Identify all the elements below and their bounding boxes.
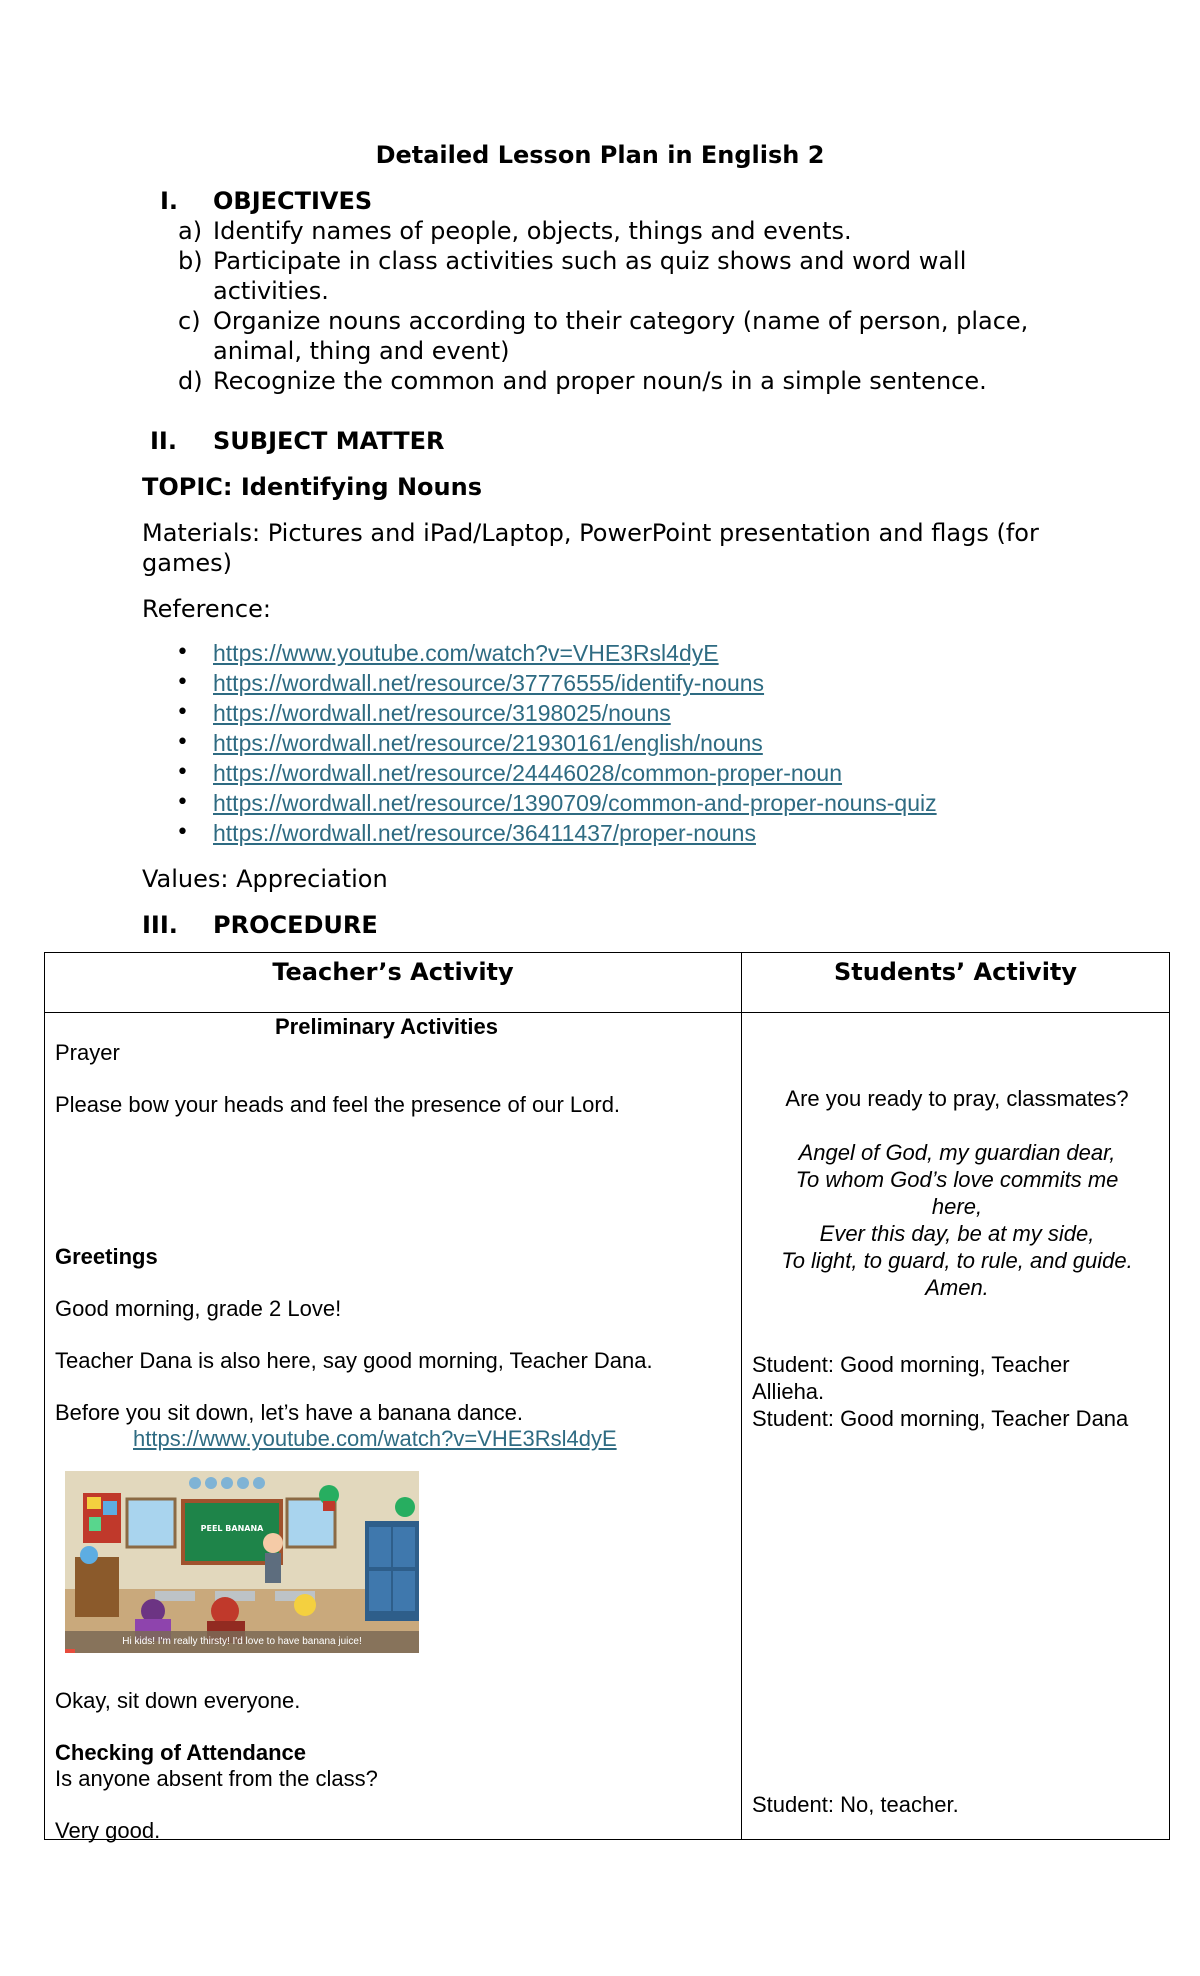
- objective-a-text: Identify names of people, objects, things and events.: [213, 217, 852, 245]
- prayer-line: Ever this day, be at my side,: [819, 1221, 1095, 1246]
- students-activity-cell: [742, 1013, 1170, 1840]
- reference-link[interactable]: https://wordwall.net/resource/37776555/identify-nouns: [213, 670, 765, 696]
- teacher-header-cell: [45, 953, 742, 1013]
- document-title: Detailed Lesson Plan in English 2: [375, 141, 825, 169]
- objective-letter-d: d): [178, 367, 203, 395]
- attendance-question: Is anyone absent from the class?: [55, 1766, 378, 1791]
- bullet-icon: •: [176, 700, 189, 725]
- procedure-heading: PROCEDURE: [213, 911, 378, 939]
- subject-numeral: II.: [150, 427, 177, 455]
- objective-c-text: Organize nouns according to their category (name of person, place,: [213, 307, 1029, 335]
- objective-d-text: Recognize the common and proper noun/s in a simple sentence.: [213, 367, 987, 395]
- materials-line: Materials: Pictures and iPad/Laptop, PowerPoint presentation and flags (for: [142, 519, 1039, 547]
- classroom-illustration: [65, 1471, 419, 1653]
- objectives-numeral: I.: [160, 187, 179, 215]
- reference-link[interactable]: https://wordwall.net/resource/36411437/proper-nouns: [213, 820, 756, 846]
- video-thumbnail[interactable]: [65, 1471, 419, 1653]
- bullet-icon: •: [176, 820, 189, 845]
- objective-b-text-cont: activities.: [213, 277, 329, 305]
- materials-line-cont: games): [142, 549, 232, 577]
- reference-link[interactable]: https://wordwall.net/resource/24446028/common-proper-noun: [213, 760, 843, 786]
- greeting-class: Good morning, grade 2 Love!: [55, 1296, 342, 1321]
- prayer-line: Angel of God, my guardian dear,: [798, 1140, 1116, 1165]
- prayer-line: Amen.: [925, 1275, 989, 1300]
- ready-to-pray: Are you ready to pray, classmates?: [785, 1086, 1129, 1111]
- student-absent-reply: Student: No, teacher.: [752, 1792, 959, 1817]
- students-column-header: Students’ Activity: [833, 958, 1078, 986]
- values-line: Values: Appreciation: [142, 865, 388, 893]
- objective-c-text-cont: animal, thing and event): [213, 337, 510, 365]
- topic-line: TOPIC: Identifying Nouns: [142, 473, 482, 501]
- teacher-activity-cell: [45, 1013, 742, 1843]
- bullet-icon: •: [176, 730, 189, 755]
- banana-dance-link[interactable]: https://www.youtube.com/watch?v=VHE3Rsl4dyE: [133, 1426, 617, 1451]
- objective-letter-c: c): [178, 307, 201, 335]
- bullet-icon: •: [176, 790, 189, 815]
- video-caption: Hi kids! I'm really thirsty! I'd love to have banana juice!: [122, 1636, 362, 1647]
- reference-link[interactable]: https://wordwall.net/resource/3198025/nouns: [213, 700, 671, 726]
- prayer-line: here,: [931, 1194, 983, 1219]
- prayer-instruction: Please bow your heads and feel the presence of our Lord.: [55, 1092, 621, 1117]
- student-reply-teacher: Student: Good morning, Teacher: [752, 1352, 1070, 1377]
- reference-link[interactable]: https://wordwall.net/resource/1390709/common-and-proper-nouns-quiz: [213, 790, 937, 816]
- banana-dance-text: Before you sit down, let’s have a banana dance.: [55, 1400, 524, 1425]
- students-header-cell: [742, 953, 1170, 1013]
- preliminary-heading: Preliminary Activities: [275, 1014, 498, 1039]
- reference-link[interactable]: https://www.youtube.com/watch?v=VHE3Rsl4dyE: [213, 640, 719, 666]
- sit-down-text: Okay, sit down everyone.: [55, 1688, 301, 1713]
- prayer-label: Prayer: [55, 1040, 120, 1065]
- prayer-line: To light, to guard, to rule, and guide.: [781, 1248, 1133, 1273]
- greetings-label: Greetings: [55, 1244, 158, 1269]
- subject-heading: SUBJECT MATTER: [213, 427, 445, 455]
- reference-link[interactable]: https://wordwall.net/resource/21930161/english/nouns: [213, 730, 763, 756]
- objective-letter-a: a): [178, 217, 203, 245]
- bullet-icon: •: [176, 670, 189, 695]
- board-text: PEEL BANANA: [200, 1524, 264, 1533]
- greeting-teacher-dana: Teacher Dana is also here, say good morning, Teacher Dana.: [55, 1348, 653, 1373]
- objective-letter-b: b): [178, 247, 203, 275]
- procedure-numeral: III.: [142, 911, 178, 939]
- reference-label: Reference:: [142, 595, 271, 623]
- attendance-label: Checking of Attendance: [55, 1740, 306, 1765]
- very-good-text: Very good.: [55, 1818, 161, 1843]
- procedure-table: [44, 952, 1170, 1843]
- objective-b-text: Participate in class activities such as quiz shows and word wall: [213, 247, 967, 275]
- objectives-heading: OBJECTIVES: [213, 187, 373, 215]
- bullet-icon: •: [176, 760, 189, 785]
- student-reply-dana: Student: Good morning, Teacher Dana: [752, 1406, 1129, 1431]
- student-reply-teacher-cont: Allieha.: [752, 1379, 825, 1404]
- teacher-column-header: Teacher’s Activity: [272, 958, 514, 986]
- prayer-line: To whom God’s love commits me: [795, 1167, 1119, 1192]
- bullet-icon: •: [176, 640, 189, 665]
